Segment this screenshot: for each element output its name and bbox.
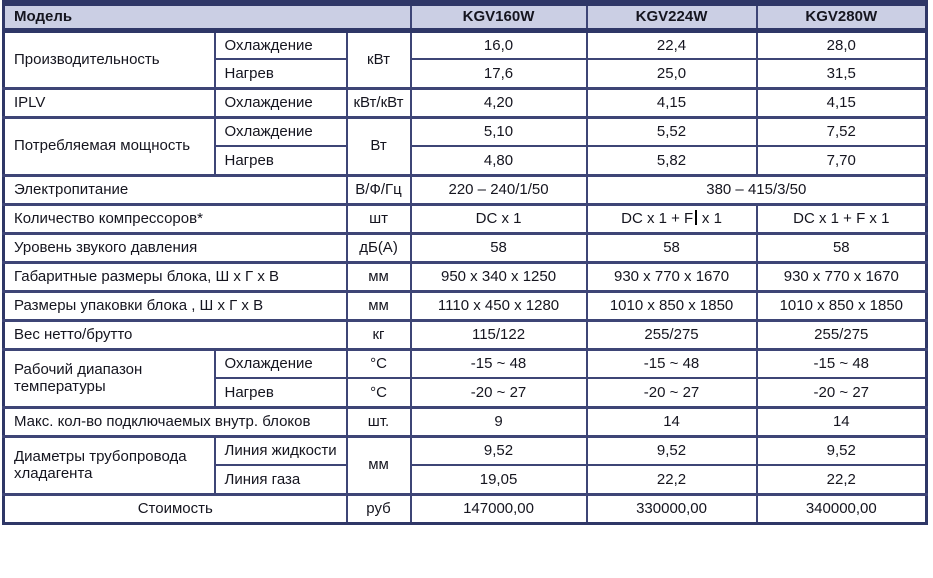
value-cell bbox=[587, 494, 757, 523]
model-header-KGV224W: KGV224W bbox=[587, 3, 757, 30]
unit-cell bbox=[347, 494, 411, 523]
value-cell bbox=[587, 349, 757, 378]
cell-text: °С bbox=[370, 355, 387, 373]
cell-text: 58 bbox=[663, 238, 680, 256]
cell-text: 255/275 bbox=[644, 325, 699, 343]
cell-text: 340000,00 bbox=[805, 499, 877, 517]
cell-text: -20 ~ 27 bbox=[470, 383, 527, 401]
value-cell bbox=[757, 378, 927, 407]
value-cell bbox=[757, 262, 927, 291]
value-cell bbox=[757, 88, 927, 117]
value-cell bbox=[757, 117, 927, 146]
cell-text: Вес нетто/брутто bbox=[14, 325, 133, 343]
table-header-row bbox=[4, 3, 927, 30]
value-cell bbox=[587, 204, 757, 233]
value-cell bbox=[587, 233, 757, 262]
cell-text: мм bbox=[368, 267, 389, 285]
cell-text: 5,52 bbox=[656, 123, 687, 141]
table-row bbox=[4, 88, 927, 117]
value-cell bbox=[411, 494, 587, 523]
cell-text: В/Ф/Гц bbox=[355, 180, 402, 198]
cell-text: Уровень звукого давления bbox=[14, 238, 198, 256]
cell-text: Диаметры трубопровода хладагента bbox=[14, 447, 187, 482]
text-cursor bbox=[695, 210, 697, 225]
value-cell bbox=[411, 291, 587, 320]
row-label bbox=[4, 349, 215, 407]
cell-text: 58 bbox=[832, 238, 850, 256]
value-cell bbox=[587, 30, 757, 59]
value-cell bbox=[587, 465, 757, 494]
value-cell bbox=[757, 30, 927, 59]
cell-text: 380 – 415/3/50 bbox=[706, 180, 807, 198]
cell-text: -15 ~ 48 bbox=[643, 355, 700, 373]
row-sublabel bbox=[215, 59, 347, 88]
row-label bbox=[4, 262, 347, 291]
table-row bbox=[4, 436, 927, 465]
cell-text: Производительность bbox=[14, 50, 160, 68]
row-sublabel bbox=[215, 436, 347, 465]
row-sublabel bbox=[215, 30, 347, 59]
value-cell bbox=[757, 465, 927, 494]
cell-text: дБ(А) bbox=[359, 238, 398, 256]
value-cell bbox=[587, 291, 757, 320]
value-cell bbox=[757, 407, 927, 436]
value-cell bbox=[411, 59, 587, 88]
cell-text: -20 ~ 27 bbox=[813, 383, 870, 401]
row-label bbox=[4, 233, 347, 262]
table-row bbox=[4, 204, 927, 233]
table-row bbox=[4, 349, 927, 378]
cell-text: кВт bbox=[367, 50, 390, 68]
table-row bbox=[4, 30, 927, 59]
value-cell bbox=[411, 349, 587, 378]
value-cell bbox=[587, 378, 757, 407]
value-cell bbox=[757, 320, 927, 349]
specifications-table bbox=[2, 0, 928, 525]
value-cell bbox=[411, 233, 587, 262]
cell-text: 5,82 bbox=[656, 151, 687, 169]
cell-text: 930 x 770 x 1670 bbox=[783, 267, 899, 285]
value-cell bbox=[587, 59, 757, 88]
row-label bbox=[4, 175, 347, 204]
cell-text: DC x 1 + F x 1 bbox=[793, 209, 890, 227]
cell-text: 4,15 bbox=[656, 93, 687, 111]
cell-text: 22,4 bbox=[656, 36, 687, 54]
cell-text: 9,52 bbox=[826, 442, 856, 460]
row-label bbox=[4, 407, 347, 436]
row-label bbox=[4, 117, 215, 175]
value-cell bbox=[587, 320, 757, 349]
row-sublabel bbox=[215, 117, 347, 146]
cell-text: мм bbox=[368, 296, 389, 314]
cell-text: кг bbox=[372, 325, 385, 343]
cell-text: руб bbox=[366, 499, 391, 517]
value-cell bbox=[411, 88, 587, 117]
cell-text: Количество компрессоров* bbox=[14, 209, 203, 227]
cell-text: 22,2 bbox=[826, 470, 856, 488]
table-row bbox=[4, 262, 927, 291]
table-row bbox=[4, 320, 927, 349]
unit-cell bbox=[347, 88, 411, 117]
cell-text: Охлаждение bbox=[224, 36, 313, 54]
cell-text: 1010 x 850 x 1850 bbox=[779, 296, 903, 314]
model-header-label: Модель bbox=[4, 3, 411, 30]
cell-text: 330000,00 bbox=[636, 499, 707, 517]
row-sublabel bbox=[215, 349, 347, 378]
value-cell bbox=[587, 117, 757, 146]
table-row bbox=[4, 291, 927, 320]
table-row bbox=[4, 233, 927, 262]
row-label bbox=[4, 436, 215, 494]
row-label bbox=[4, 30, 215, 88]
cell-text: Макс. кол-во подключаемых внутр. блоков bbox=[14, 412, 311, 430]
cell-text: 17,6 bbox=[483, 64, 514, 82]
cell-text: 7,70 bbox=[826, 151, 856, 169]
unit-cell bbox=[347, 204, 411, 233]
cell-text: 4,80 bbox=[483, 151, 514, 169]
cell-text: Нагрев bbox=[224, 383, 274, 401]
cell-text: 1010 x 850 x 1850 bbox=[609, 296, 734, 314]
cell-text: мм bbox=[368, 456, 389, 474]
cell-text: 25,0 bbox=[656, 64, 687, 82]
cell-text: 58 bbox=[490, 238, 507, 256]
value-cell bbox=[411, 146, 587, 175]
value-cell bbox=[587, 436, 757, 465]
cell-text: 14 bbox=[832, 412, 850, 430]
cell-text: 31,5 bbox=[826, 64, 856, 82]
row-label bbox=[4, 88, 215, 117]
value-cell bbox=[757, 146, 927, 175]
cell-text: IPLV bbox=[14, 93, 46, 111]
cell-text: Охлаждение bbox=[224, 123, 313, 141]
cell-text: 1110 x 450 x 1280 bbox=[437, 296, 560, 314]
cell-text: 19,05 bbox=[479, 470, 518, 488]
cell-text: 115/122 bbox=[471, 325, 526, 343]
cell-text: -15 ~ 48 bbox=[813, 355, 870, 373]
cell-text: -20 ~ 27 bbox=[643, 383, 700, 401]
value-cell bbox=[757, 436, 927, 465]
cell-text: 4,15 bbox=[826, 93, 856, 111]
cell-text: °С bbox=[370, 383, 387, 401]
value-cell bbox=[587, 262, 757, 291]
value-cell bbox=[411, 407, 587, 436]
value-cell bbox=[757, 204, 927, 233]
cell-text: Габаритные размеры блока, Ш х Г х В bbox=[14, 267, 280, 285]
row-sublabel bbox=[215, 88, 347, 117]
cell-text: Нагрев bbox=[224, 151, 274, 169]
unit-cell bbox=[347, 436, 411, 494]
unit-cell bbox=[347, 262, 411, 291]
cell-text: Охлаждение bbox=[224, 93, 313, 111]
value-cell bbox=[757, 349, 927, 378]
cell-text: кВт/кВт bbox=[353, 93, 404, 111]
cell-text: шт. bbox=[367, 412, 390, 430]
cell-text: Охлаждение bbox=[224, 355, 313, 373]
value-cell bbox=[757, 494, 927, 523]
value-cell bbox=[411, 204, 587, 233]
unit-cell bbox=[347, 320, 411, 349]
cell-text: 5,10 bbox=[483, 123, 514, 141]
cell-text: Линия жидкости bbox=[224, 442, 337, 460]
unit-cell bbox=[347, 378, 411, 407]
cell-text: 147000,00 bbox=[463, 499, 534, 517]
value-cell bbox=[411, 436, 587, 465]
cell-text: Потребляемая мощность bbox=[14, 137, 191, 155]
cell-text: 22,2 bbox=[656, 470, 687, 488]
cell-text: Линия газа bbox=[224, 470, 301, 488]
value-cell bbox=[411, 262, 587, 291]
cell-text: x 1 bbox=[697, 209, 722, 227]
cell-text: Нагрев bbox=[224, 64, 274, 82]
value-cell bbox=[587, 146, 757, 175]
cell-text: -15 ~ 48 bbox=[470, 355, 527, 373]
cell-text: DC x 1 + F bbox=[621, 209, 694, 227]
table-body bbox=[4, 30, 927, 523]
unit-cell bbox=[347, 407, 411, 436]
cell-text: 9,52 bbox=[656, 442, 687, 460]
unit-cell bbox=[347, 117, 411, 175]
table-row bbox=[4, 494, 927, 523]
row-sublabel bbox=[215, 146, 347, 175]
cell-text: шт bbox=[369, 209, 388, 227]
cell-text: 7,52 bbox=[826, 123, 856, 141]
value-cell bbox=[411, 117, 587, 146]
value-cell bbox=[587, 407, 757, 436]
cell-text: Рабочий диапазон температуры bbox=[14, 360, 143, 395]
cell-text: Вт bbox=[370, 137, 387, 155]
cell-text: Электропитание bbox=[14, 180, 129, 198]
value-cell bbox=[411, 320, 587, 349]
cell-text: DC x 1 bbox=[475, 209, 522, 227]
cell-text: 930 x 770 x 1670 bbox=[613, 267, 730, 285]
table-row bbox=[4, 175, 927, 204]
value-cell bbox=[411, 378, 587, 407]
cell-text: 255/275 bbox=[814, 325, 869, 343]
value-cell bbox=[411, 465, 587, 494]
value-cell bbox=[587, 175, 927, 204]
value-cell bbox=[587, 88, 757, 117]
row-label bbox=[4, 291, 347, 320]
value-cell bbox=[411, 30, 587, 59]
unit-cell bbox=[347, 291, 411, 320]
row-label bbox=[4, 204, 347, 233]
row-sublabel bbox=[215, 465, 347, 494]
unit-cell bbox=[347, 349, 411, 378]
value-cell bbox=[757, 233, 927, 262]
table-row bbox=[4, 117, 927, 146]
model-header-KGV160W: KGV160W bbox=[411, 3, 587, 30]
row-label bbox=[4, 494, 347, 523]
cell-text: 14 bbox=[663, 412, 680, 430]
model-header-KGV280W: KGV280W bbox=[757, 3, 927, 30]
cell-text: 28,0 bbox=[826, 36, 856, 54]
cell-text: 9,52 bbox=[483, 442, 514, 460]
row-label bbox=[4, 320, 347, 349]
cell-text: Размеры упаковки блока , Ш х Г х В bbox=[14, 296, 264, 314]
cell-text: 4,20 bbox=[483, 93, 514, 111]
cell-text: 16,0 bbox=[483, 36, 514, 54]
value-cell bbox=[757, 59, 927, 88]
cell-text: 9 bbox=[494, 412, 503, 430]
unit-cell bbox=[347, 233, 411, 262]
unit-cell bbox=[347, 175, 411, 204]
unit-cell bbox=[347, 30, 411, 88]
cell-text: 950 x 340 x 1250 bbox=[440, 267, 557, 285]
table-row bbox=[4, 407, 927, 436]
value-cell bbox=[757, 291, 927, 320]
cell-text: 220 – 240/1/50 bbox=[448, 180, 549, 198]
value-cell bbox=[411, 175, 587, 204]
row-sublabel bbox=[215, 378, 347, 407]
cell-text: Стоимость bbox=[137, 499, 213, 517]
